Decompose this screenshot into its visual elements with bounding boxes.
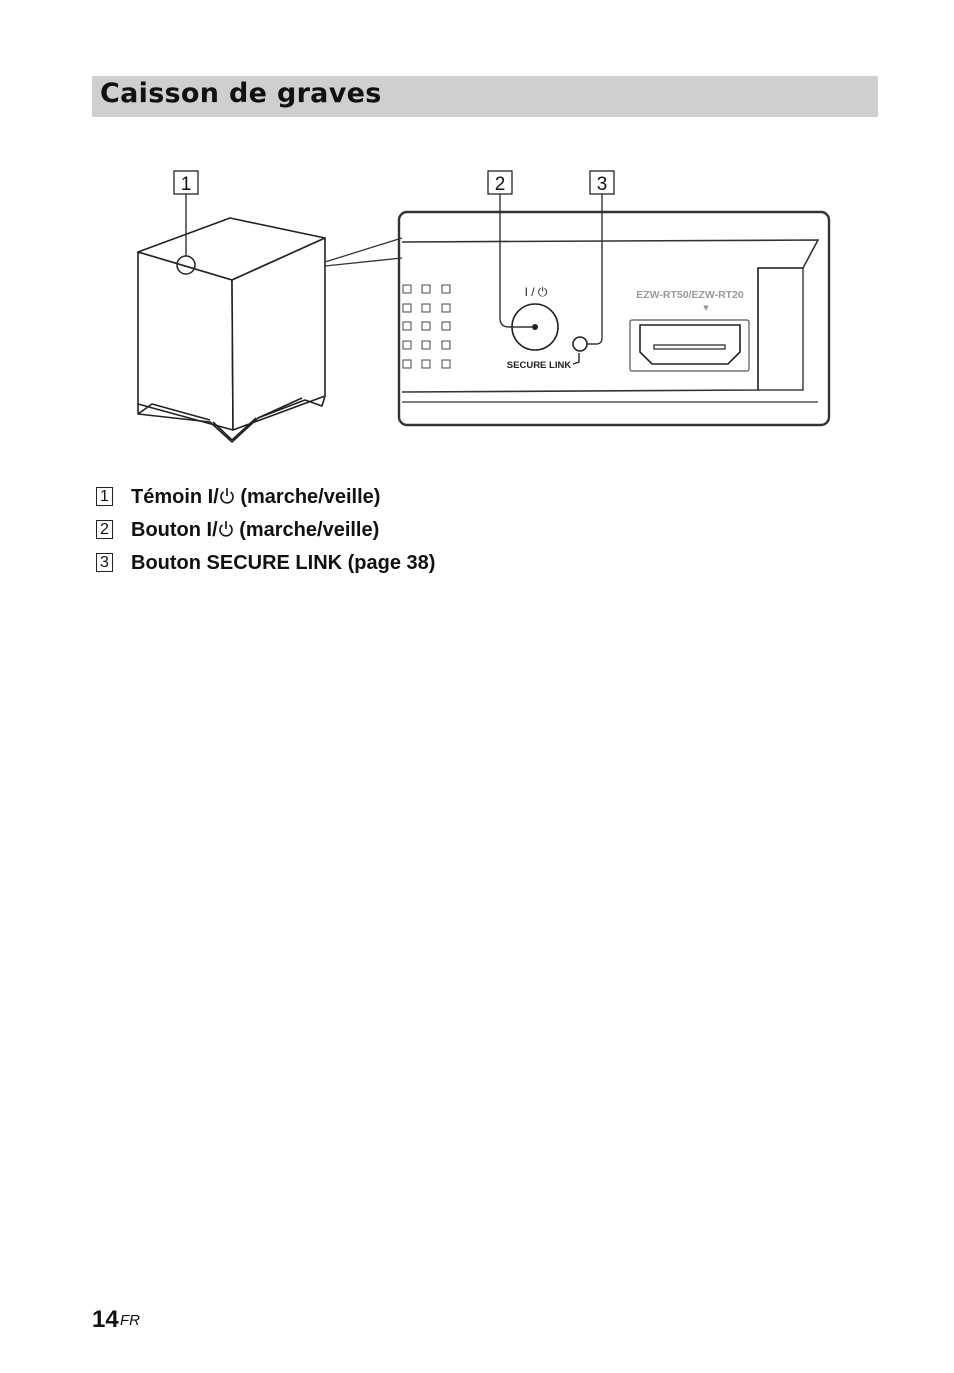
subwoofer-illustration xyxy=(138,218,325,442)
hdmi-port-illustration xyxy=(630,289,749,371)
legend-item-number: 3 xyxy=(96,553,113,572)
page-number: 14 xyxy=(92,1306,119,1333)
callout-1-number: 1 xyxy=(180,174,192,195)
power-icon xyxy=(218,520,234,538)
page-language: FR xyxy=(120,1312,140,1329)
vent-grid xyxy=(403,285,450,368)
zoomed-panel xyxy=(399,212,829,425)
power-button-label: I / ⏻ xyxy=(524,285,548,299)
legend-item-text xyxy=(131,484,380,510)
callout-2-number: 2 xyxy=(494,174,506,195)
callout-3 xyxy=(590,171,614,195)
model-label: EZW-RT50/EZW-RT20 xyxy=(636,289,744,301)
zoom-lines xyxy=(325,238,402,266)
legend-item-suffix: (marche/veille) xyxy=(234,486,381,508)
callout-3-number: 3 xyxy=(596,174,608,195)
callout-1 xyxy=(174,171,198,195)
section-title: Caisson de graves xyxy=(100,78,382,109)
legend-item-number: 2 xyxy=(96,520,113,539)
legend-item-number: 1 xyxy=(96,487,113,506)
model-arrow: ▼ xyxy=(703,304,709,312)
power-button-illustration xyxy=(512,285,558,350)
power-icon xyxy=(219,487,235,505)
secure-link-label: SECURE LINK xyxy=(506,360,572,371)
callout-2 xyxy=(488,171,512,195)
legend-item-label: Bouton I/ xyxy=(131,519,218,541)
legend-item-label: Témoin I/ xyxy=(131,486,219,508)
subwoofer-figure xyxy=(0,0,954,460)
legend-item-label: Bouton SECURE LINK (page 38) xyxy=(131,552,436,574)
legend-item-suffix: (marche/veille) xyxy=(233,519,380,541)
legend-item-text xyxy=(131,550,435,576)
legend-item-text xyxy=(131,517,379,543)
